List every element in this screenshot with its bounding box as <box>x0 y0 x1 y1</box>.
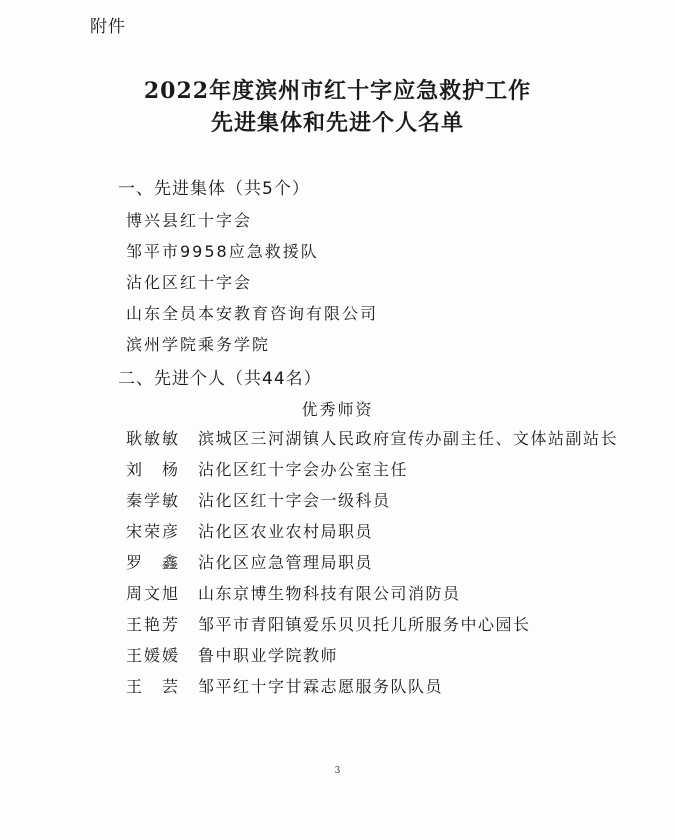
person-role: 山东京博生物科技有限公司消防员 <box>198 584 461 603</box>
person-role: 滨城区三河湖镇人民政府宣传办副主任、文体站副站长 <box>198 429 619 448</box>
document-title-line-2: 先进集体和先进个人名单 <box>210 110 464 136</box>
list-item <box>126 485 618 516</box>
list-item: 滨州学院乘务学院 <box>126 335 271 354</box>
person-role: 邹平红十字甘霖志愿服务队队员 <box>198 677 444 696</box>
person-name: 秦学敏 <box>126 491 181 510</box>
subheading-excellent-instructors: 优秀师资 <box>301 400 374 419</box>
document-title-line-1: 2022年度滨州市红十字应急救护工作 <box>143 78 532 104</box>
person-name: 耿敏敏 <box>126 429 181 448</box>
person-name: 宋荣彦 <box>126 522 181 541</box>
list-item: 邹平市9958应急救援队 <box>126 242 319 261</box>
list-item: 沾化区红十字会 <box>126 273 253 292</box>
person-name: 王媛媛 <box>126 646 181 665</box>
person-role: 沾化区应急管理局职员 <box>198 553 374 572</box>
person-name: 刘 杨 <box>126 460 181 479</box>
list-item <box>126 423 618 454</box>
list-item: 博兴县红十字会 <box>126 211 253 230</box>
person-role: 沾化区红十字会一级科员 <box>198 491 391 510</box>
list-item <box>126 578 618 609</box>
list-item <box>126 516 618 547</box>
list-item: 山东全员本安教育咨询有限公司 <box>126 304 379 323</box>
person-name: 王 芸 <box>126 677 181 696</box>
section-heading-collectives: 一、先进集体（共5个） <box>118 179 310 199</box>
section-heading-individuals: 二、先进个人（共44名） <box>118 369 322 389</box>
person-name: 王艳芳 <box>126 615 181 634</box>
person-role: 沾化区红十字会办公室主任 <box>198 460 409 479</box>
collectives-list <box>126 205 378 360</box>
person-name: 罗 鑫 <box>126 553 181 572</box>
person-role: 邹平市青阳镇爱乐贝贝托儿所服务中心园长 <box>198 615 531 634</box>
attachment-label: 附件 <box>90 17 126 37</box>
list-item <box>126 671 618 702</box>
list-item <box>126 640 618 671</box>
individuals-list <box>126 423 618 702</box>
page-number: 3 <box>334 766 341 776</box>
list-item <box>126 547 618 578</box>
list-item <box>126 609 618 640</box>
list-item <box>126 454 618 485</box>
person-role: 沾化区农业农村局职员 <box>198 522 374 541</box>
person-role: 鲁中职业学院教师 <box>198 646 339 665</box>
person-name: 周文旭 <box>126 584 181 603</box>
